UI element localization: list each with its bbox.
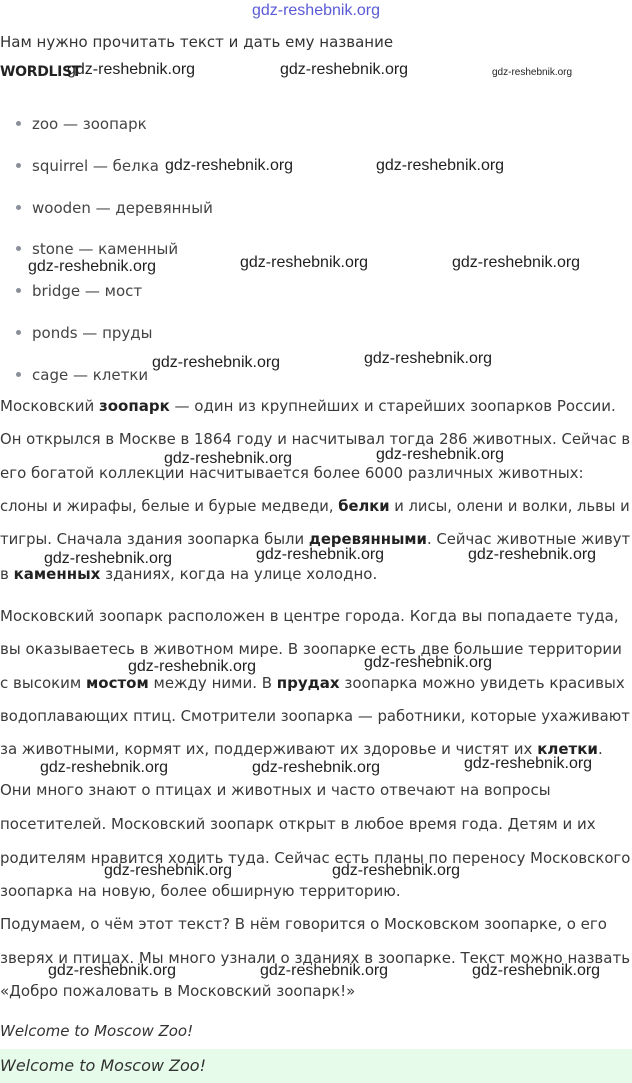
text-segment: с высоким — [0, 674, 87, 692]
text-line — [0, 640, 622, 658]
text-title: Welcome to Moscow Zoo! — [0, 1022, 194, 1040]
text-segment: зданиях, когда на улице холодно. — [100, 565, 378, 583]
bullet-icon — [16, 163, 21, 168]
watermark-text: gdz-reshebnik.org — [260, 962, 389, 979]
intro-text: Нам нужно прочитать текст и дать ему название — [0, 33, 394, 51]
watermark-text: gdz-reshebnik.org — [28, 258, 157, 275]
text-segment: . Сейчас животные живут — [426, 530, 631, 548]
text-line — [0, 707, 630, 725]
text-line — [0, 915, 607, 933]
watermark-text: gdz-reshebnik.org — [67, 61, 196, 78]
watermark-text: gdz-reshebnik.org — [364, 654, 493, 671]
text-segment: его богатой коллекции насчитывается более 6000 различных животных: — [0, 464, 584, 482]
wordlist-item — [16, 115, 147, 133]
wordlist-label: WORDLIST — [0, 64, 82, 80]
text-line — [0, 815, 596, 833]
text-line — [0, 674, 625, 692]
text-line — [0, 397, 616, 415]
watermark-text: gdz-reshebnik.org — [376, 446, 505, 463]
bullet-icon — [16, 205, 21, 210]
text-segment: слоны и жирафы, белые и бурые медведи, — [0, 497, 339, 515]
text-segment: зоопарка на новую, более обширную территорию. — [0, 882, 401, 900]
text-line — [0, 781, 551, 799]
text-line — [0, 497, 630, 515]
wordlist-item — [16, 324, 153, 342]
watermark-text: gdz-reshebnik.org — [165, 157, 294, 174]
text-segment: водоплавающих птиц. Смотрители зоопарка — работники, которые ухаживают — [0, 707, 630, 725]
text-segment: за животными, кормят их, поддерживают их здоровье и чистят их — [0, 740, 538, 758]
text-segment: вы оказываетесь в животном мире. В зоопарке есть две большие территории — [0, 640, 622, 658]
text-segment: Он открылся в Москве в 1864 году и насчитывал тогда 286 животных. Сейчас в — [0, 430, 631, 448]
watermark-text: gdz-reshebnik.org — [104, 862, 233, 879]
bullet-icon — [16, 246, 21, 251]
watermark-text: gdz-reshebnik.org — [464, 755, 593, 772]
text-segment: зверях и птицах. Мы много узнали о зданиях в зоопарке. Текст можно назвать — [0, 949, 631, 967]
bold-word: клетки — [537, 740, 598, 758]
wordlist-item-text: wooden — деревянный — [32, 199, 213, 217]
watermark-text: gdz-reshebnik.org — [40, 759, 169, 776]
watermark-text: gdz-reshebnik.org — [364, 350, 493, 367]
watermark-text: gdz-reshebnik.org — [332, 862, 461, 879]
text-segment: «Добро пожаловать в Московский зоопарк!» — [0, 982, 356, 1000]
watermark-text: gdz-reshebnik.org — [252, 759, 381, 776]
watermark-text: gdz-reshebnik.org — [128, 658, 257, 675]
text-segment: Московский — [0, 397, 100, 415]
wordlist-item — [16, 240, 178, 258]
bold-word: белки — [338, 497, 390, 515]
wordlist-item-text: ponds — пруды — [32, 324, 153, 342]
watermark-text: gdz-reshebnik.org — [468, 546, 597, 563]
text-line — [0, 607, 619, 625]
wordlist-item — [16, 157, 159, 175]
bullet-icon — [16, 288, 21, 293]
watermark-text: gdz-reshebnik.org — [472, 962, 601, 979]
watermark-text: gdz-reshebnik.org — [256, 546, 385, 563]
site-title: gdz-reshebnik.org — [251, 2, 381, 19]
wordlist-item-text: bridge — мост — [32, 282, 143, 300]
bullet-icon — [16, 330, 21, 335]
wordlist-item-text: stone — каменный — [32, 240, 179, 258]
bold-word: каменных — [13, 565, 101, 583]
text-segment: зоопарка можно увидеть красивых — [339, 674, 625, 692]
wordlist-item-text: zoo — зоопарк — [32, 115, 147, 133]
watermark-text: gdz-reshebnik.org — [152, 354, 281, 371]
text-line — [0, 982, 355, 1000]
bullet-icon — [16, 121, 21, 126]
bullet-icon — [16, 372, 21, 377]
text-line — [0, 430, 630, 448]
watermark-text: gdz-reshebnik.org — [492, 67, 573, 78]
text-segment: тигры. Сначала здания зоопарка были — [0, 530, 309, 548]
watermark-text: gdz-reshebnik.org — [44, 550, 173, 567]
text-segment: посетителей. Московский зоопарк открыт в любое время года. Детям и их — [0, 815, 596, 833]
text-segment: Московский зоопарк расположен в центре города. Когда вы попадаете туда, — [0, 607, 619, 625]
watermark-text: gdz-reshebnik.org — [240, 254, 369, 271]
bold-word: прудах — [276, 674, 340, 692]
text-segment: в — [0, 565, 14, 583]
bold-word: деревянными — [308, 530, 427, 548]
watermark-text: gdz-reshebnik.org — [280, 61, 409, 78]
watermark-text: gdz-reshebnik.org — [376, 157, 505, 174]
watermark-text: gdz-reshebnik.org — [452, 254, 581, 271]
wordlist-item — [16, 199, 213, 217]
text-segment: Подумаем, о чём этот текст? В нём говорится о Московском зоопарке, о его — [0, 915, 607, 933]
text-line — [0, 849, 630, 867]
answer-box — [0, 1049, 632, 1083]
watermark-text: gdz-reshebnik.org — [164, 450, 293, 467]
text-segment: и лисы, олени и волки, львы и — [389, 497, 630, 515]
answer-text: Welcome to Moscow Zoo! — [0, 1056, 206, 1075]
text-segment: родителям нравится ходить туда. Сейчас есть планы по переносу Московского — [0, 849, 631, 867]
bold-word: зоопарк — [99, 397, 170, 415]
text-segment: Они много знают о птицах и животных и часто отвечают на вопросы — [0, 781, 551, 799]
watermark-text: gdz-reshebnik.org — [48, 962, 177, 979]
wordlist-item — [16, 366, 148, 384]
text-segment: — один из крупнейших и старейших зоопарков России. — [169, 397, 616, 415]
text-segment: между ними. В — [148, 674, 277, 692]
text-line — [0, 882, 401, 900]
text-segment: . — [597, 740, 603, 758]
wordlist-item — [16, 282, 142, 300]
wordlist-item-text: squirrel — белка — [32, 157, 160, 175]
wordlist-item-text: cage — клетки — [32, 366, 149, 384]
bold-word: мостом — [86, 674, 149, 692]
